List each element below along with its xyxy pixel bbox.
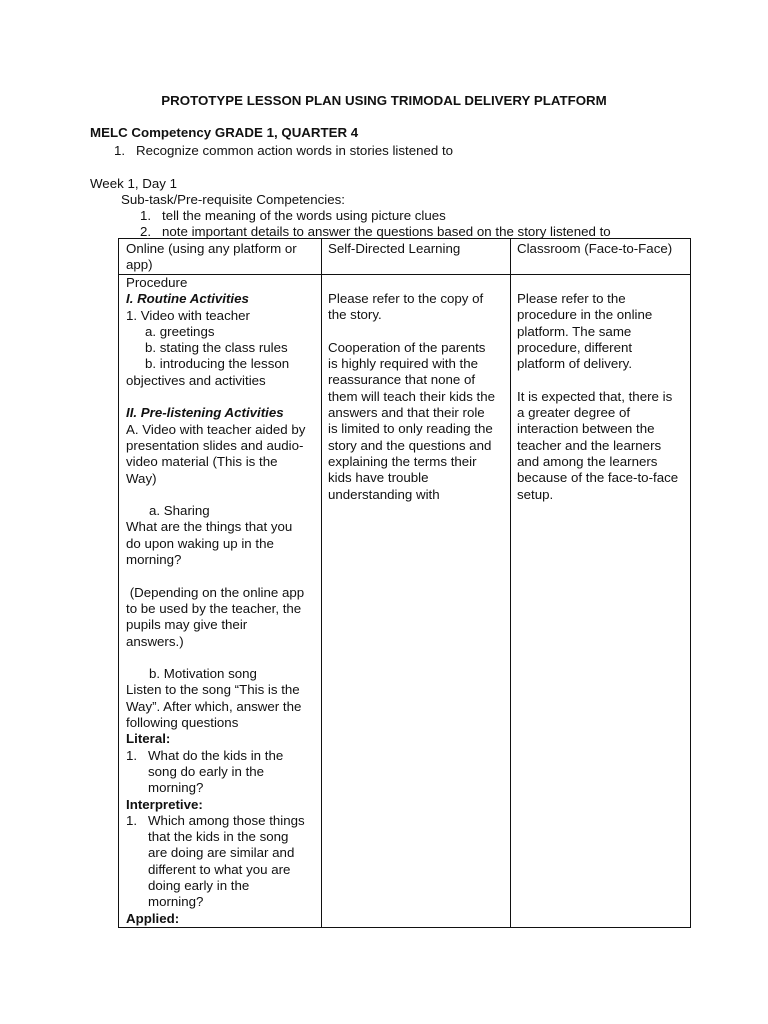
- online-column-content: Procedure I. Routine Activities 1. Video with teacher a. greetings b. stating the class rules b. introducing the lesson objectives and activities II. Pre-listening Activities A. Video with teacher aided by presentation slides and audio- video material (This is the Way) a. Sharing What are the things that you do upon waking up in the morning? (Depending on the online app to be used by the teacher, the pupils may give their answers.) b. Motivation song Listen to the song “This is the Way”. After which, answer the following questions Literal: 1. What do the kids in the song do early in the morning? Interpretive: 1. Which among those things that the kids in the song are doing are similar and different to what you are doing early in the morning? Applied:: [126, 275, 306, 926]
- applied-label: Applied:: [126, 910, 180, 926]
- week-label: Week 1, Day 1: [90, 176, 177, 191]
- page-title: PROTOTYPE LESSON PLAN USING TRIMODAL DELIVERY PLATFORM: [161, 93, 607, 108]
- column-divider: [510, 239, 511, 927]
- subtask-item-text: tell the meaning of the words using picture clues: [162, 208, 446, 223]
- melc-item-text: Recognize common action words in stories listened to: [136, 143, 454, 158]
- procedure-label: Procedure: [126, 275, 188, 290]
- header-classroom: Classroom (Face-to-Face): [517, 241, 673, 256]
- interpretive-label: Interpretive:: [126, 796, 203, 812]
- subtask-item-text: note important details to answer the questions based on the story listened to: [162, 224, 611, 239]
- header-self-directed: Self-Directed Learning: [328, 241, 461, 256]
- self-directed-column-content: Please refer to the copy of the story. Cooperation of the parents is highly required with the reassurance that none of them will teach their kids the answers and that their role is limited to only reading the story and the questions and explaining the terms their kids have trouble understanding with: [328, 291, 496, 502]
- melc-heading: MELC Competency GRADE 1, QUARTER 4: [90, 125, 359, 140]
- prelistening-heading: II. Pre-listening Activities: [126, 405, 284, 421]
- header-online: Online (using any platform or app): [126, 241, 297, 273]
- classroom-column-content: Please refer to the procedure in the online platform. The same procedure, different platform of delivery. It is expected that, there is a greater degree of interaction between the teacher and the learners and among the learners because of the face-to-face setup.: [517, 291, 679, 502]
- melc-item-number: 1.: [114, 143, 126, 158]
- literal-label: Literal:: [126, 731, 171, 747]
- column-divider: [321, 239, 322, 927]
- subtask-item-number: 2.: [140, 224, 152, 239]
- subtask-heading: Sub-task/Pre-requisite Competencies:: [121, 192, 345, 207]
- routine-heading: I. Routine Activities: [126, 291, 249, 307]
- lesson-plan-table: [118, 238, 691, 928]
- subtask-item-number: 1.: [140, 208, 152, 223]
